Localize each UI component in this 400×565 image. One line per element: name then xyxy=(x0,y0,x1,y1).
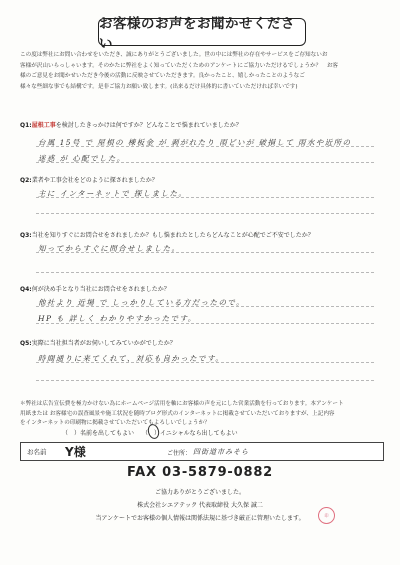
customer-info-box xyxy=(20,442,384,461)
name-value: Y様 xyxy=(65,445,86,459)
footer-thanks: ご協力ありがとうございました。 xyxy=(154,489,245,496)
choice-name-ok[interactable] xyxy=(62,428,134,437)
footer-company: 株式会社シエアテック 代表取締役 大久保 誠二 xyxy=(137,502,263,509)
answer-5-line-1: 時間通りに来てくれて、対応も良かったです。 xyxy=(38,354,225,363)
question-highlight: 屋根工事 xyxy=(31,122,56,129)
question-label: Q5: xyxy=(20,340,32,347)
fax-number: FAX 03-5879-0882 xyxy=(126,465,274,480)
intro-line: 様々な些細な事でも結構です。是非ご協力お願い致します。(出来るだけ具体的に書いていただければ幸いです) xyxy=(20,83,298,90)
question-label: Q3: xyxy=(20,232,32,239)
question-2 xyxy=(20,175,382,184)
question-text: 業者や工事会社をどのように探されましたか？ xyxy=(31,177,158,184)
answer-line xyxy=(36,380,374,381)
choice-paren: （ xyxy=(142,430,155,437)
intro-line: この度は弊社にお問い合わせをいただき、誠にありがとうございました。世の中には弊社の存在やサービスをご存知ないお xyxy=(20,52,328,58)
question-text: 当社を知りすぐにお問合せをされましたか？もし悩まれたとしたらどんなことが心配でご不安でしたか？ xyxy=(31,232,314,239)
answer-1-line-2: 迷惑 が 心配でした。 xyxy=(38,154,126,163)
name-label: お名前 xyxy=(27,448,47,456)
intro-line: 客様が沢山いらっしゃいます。そのかたに弊社をよく知っていただくためのアンケートにご協力いただけるでしょうか？ お客 xyxy=(20,62,339,69)
question-text: を検討したきっかけは何ですか？どんなことで悩まれていましたか？ xyxy=(55,122,242,129)
answer-4-line-2: HP も 詳しく わかりやすかったです。 xyxy=(38,314,197,323)
consent-line: ＊弊社は広告宣伝費を極力かけない為にホームページ活用を軸にお客様の声を元にした営業活動を行っております。本アンケート xyxy=(20,401,344,407)
address-label: ご住所： xyxy=(167,450,192,457)
address-value: 四街道市みそら xyxy=(193,448,249,456)
answer-1-line-1: 台風 15号 で 屋根の 棟板金 が 剥がれたり 雨どいが 破損して 雨水や近所の xyxy=(38,138,352,147)
choice-label: ）イニシャルなら出してもよい xyxy=(154,430,238,437)
question-1 xyxy=(20,120,382,129)
consent-line: 用紙または お客様宅の誤査風景や施工状況を随時ブログ形式のインターネットに掲載させていただいておりますが、上記内容 xyxy=(20,410,335,417)
choice-initial-ok[interactable] xyxy=(142,428,238,437)
answer-line xyxy=(36,213,374,214)
seal-stamp: 印 xyxy=(318,507,335,524)
answer-2-line-1: 主に インターネットで 探しました。 xyxy=(38,189,188,198)
question-text: 何が決め手となり当社にお問合せをされましたか？ xyxy=(31,286,170,293)
consent-text xyxy=(20,400,382,429)
question-label: Q2: xyxy=(20,177,32,184)
question-label: Q4: xyxy=(20,286,32,293)
answer-line xyxy=(36,272,374,273)
answer-4-line-1: 他社より 近場 で しっかりしている方だったので。 xyxy=(38,298,246,307)
choice-label: ）名前を出してもよい xyxy=(74,430,135,437)
footer-privacy: 当アンケートでお客様の個人情報は関係法規に基づき厳正に管理いたします。 xyxy=(95,515,305,522)
answer-3-line-1: 知ってからすぐに問合せしました。 xyxy=(38,244,181,253)
question-label: Q1: xyxy=(20,122,32,129)
consent-line: をインターネットの印刷物に掲載させていただいてもよろしいでしょうか？ xyxy=(20,420,210,426)
question-5 xyxy=(20,338,382,347)
choice-paren: （ xyxy=(62,430,75,437)
question-text: 実際に当社担当者がお伺いしてみていかがでしたか？ xyxy=(31,340,176,347)
intro-line: 様のご意見をお聞かせいただき今後の活動に反映させていただきます。良かったこと、嬉しかったことのようなご xyxy=(20,73,305,80)
intro-text xyxy=(20,50,382,92)
question-4 xyxy=(20,284,382,293)
question-3 xyxy=(20,230,382,239)
page-title: お客様のお声をお聞かせください xyxy=(98,18,306,46)
